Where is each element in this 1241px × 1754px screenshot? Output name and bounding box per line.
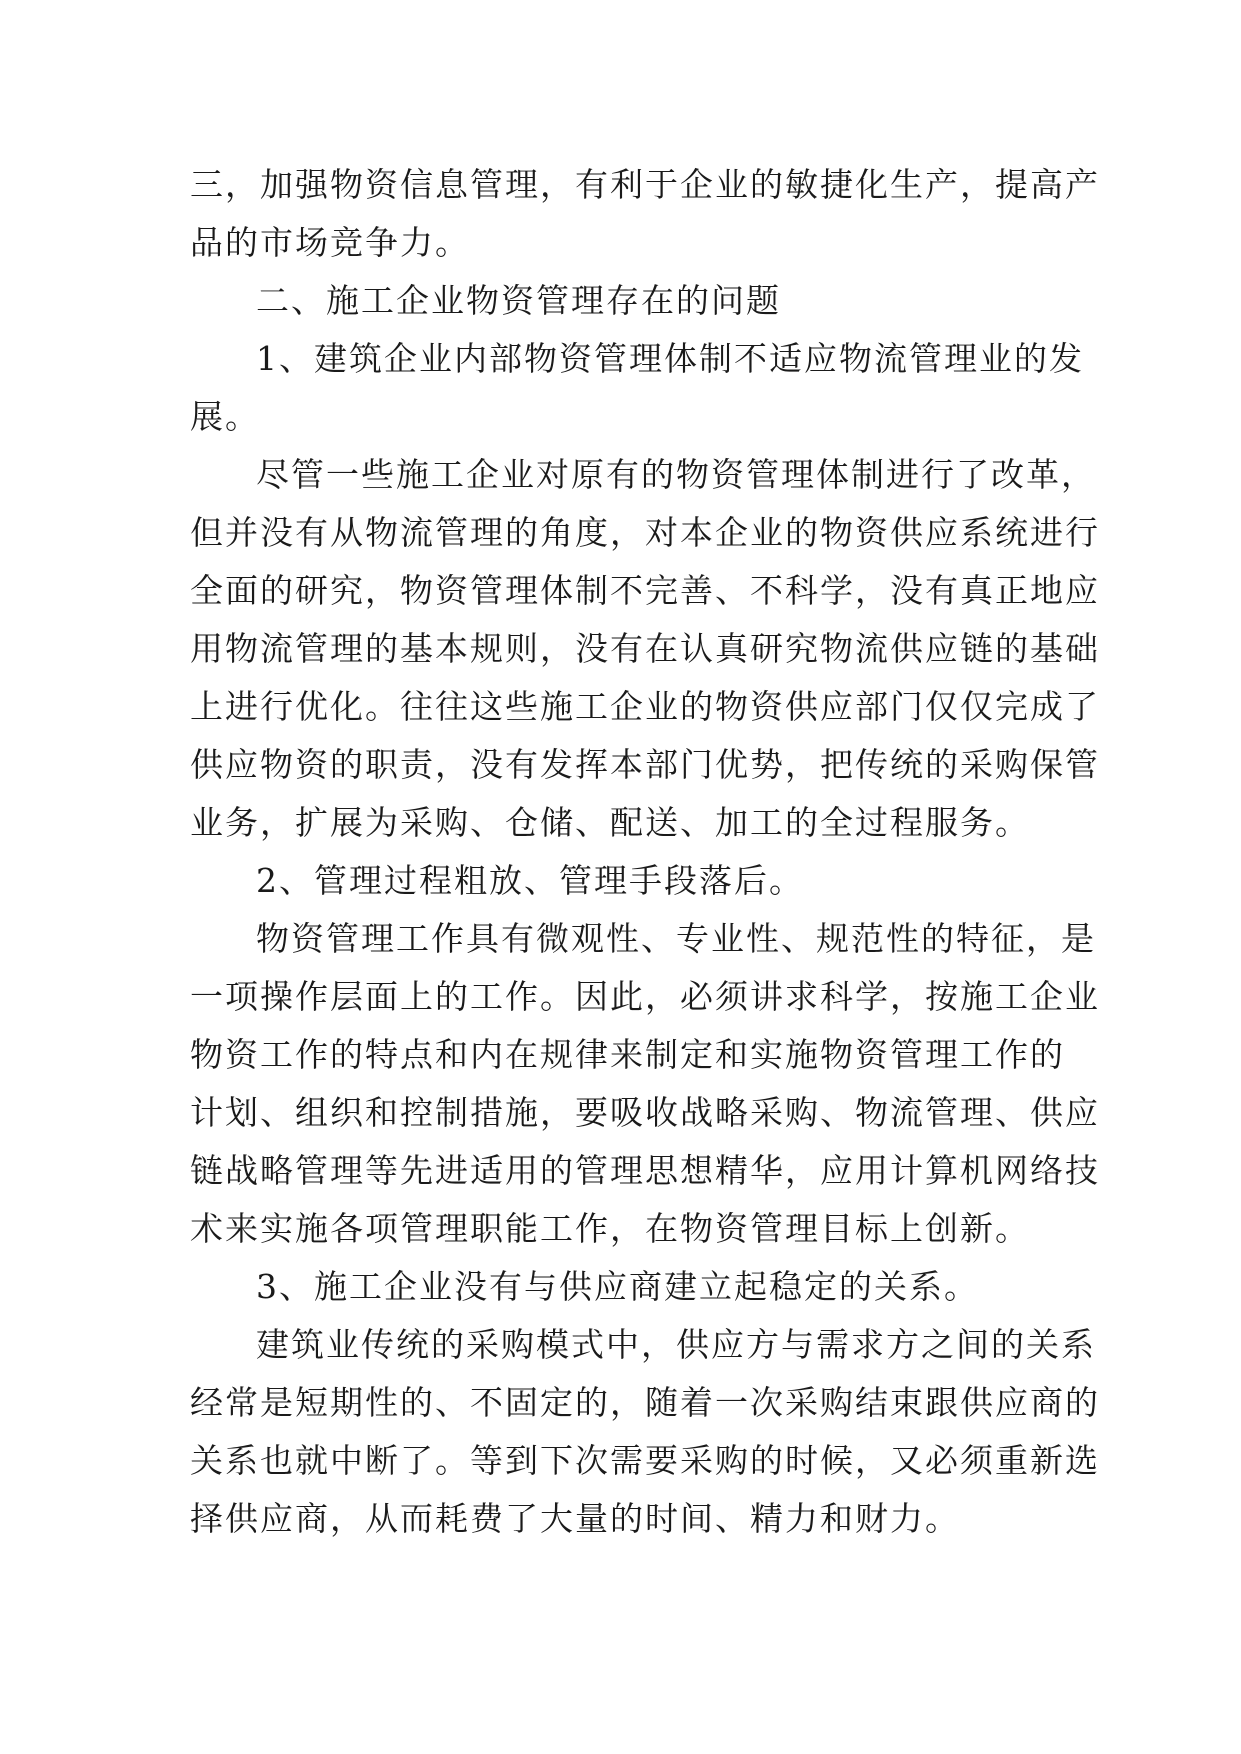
text-line: 经常是短期性的、不固定的，随着一次采购结束跟供应商的 [190,1383,1100,1422]
subsection-heading: 3、施工企业没有与供应商建立起稳定的关系。 [256,1267,979,1306]
text-line: 上进行优化。往往这些施工企业的物资供应部门仅仅完成了 [190,687,1100,726]
text-line: 三，加强物资信息管理，有利于企业的敏捷化生产，提高产 [190,165,1100,204]
subsection-heading: 1、建筑企业内部物资管理体制不适应物流管理业的发 [256,339,1084,378]
paragraph-start-line: 尽管一些施工企业对原有的物资管理体制进行了改革， [256,455,1096,494]
text-line: 用物流管理的基本规则，没有在认真研究物流供应链的基础 [190,629,1100,668]
text-line: 但并没有从物流管理的角度，对本企业的物资供应系统进行 [190,513,1100,552]
text-line: 术来实施各项管理职能工作，在物资管理目标上创新。 [190,1209,1030,1248]
subsection-heading: 2、管理过程粗放、管理手段落后。 [256,861,804,900]
text-line: 择供应商，从而耗费了大量的时间、精力和财力。 [190,1499,960,1538]
text-line: 品的市场竞争力。 [190,223,470,262]
paragraph-start-line: 建筑业传统的采购模式中，供应方与需求方之间的关系 [256,1325,1096,1364]
text-line: 展。 [190,397,260,436]
document-body [190,156,1100,1548]
text-line: 链战略管理等先进适用的管理思想精华，应用计算机网络技 [190,1151,1100,1190]
text-line: 供应物资的职责，没有发挥本部门优势，把传统的采购保管 [190,745,1100,784]
paragraph-start-line: 物资管理工作具有微观性、专业性、规范性的特征，是 [256,919,1096,958]
text-line: 业务，扩展为采购、仓储、配送、加工的全过程服务。 [190,803,1030,842]
text-line: 物资工作的特点和内在规律来制定和实施物资管理工作的 [190,1035,1065,1074]
text-line: 计划、组织和控制措施，要吸收战略采购、物流管理、供应 [190,1093,1100,1132]
text-line: 一项操作层面上的工作。因此，必须讲求科学，按施工企业 [190,977,1100,1016]
text-line: 关系也就中断了。等到下次需要采购的时候，又必须重新选 [190,1441,1100,1480]
text-line: 全面的研究，物资管理体制不完善、不科学，没有真正地应 [190,571,1100,610]
section-heading: 二、施工企业物资管理存在的问题 [256,281,781,320]
